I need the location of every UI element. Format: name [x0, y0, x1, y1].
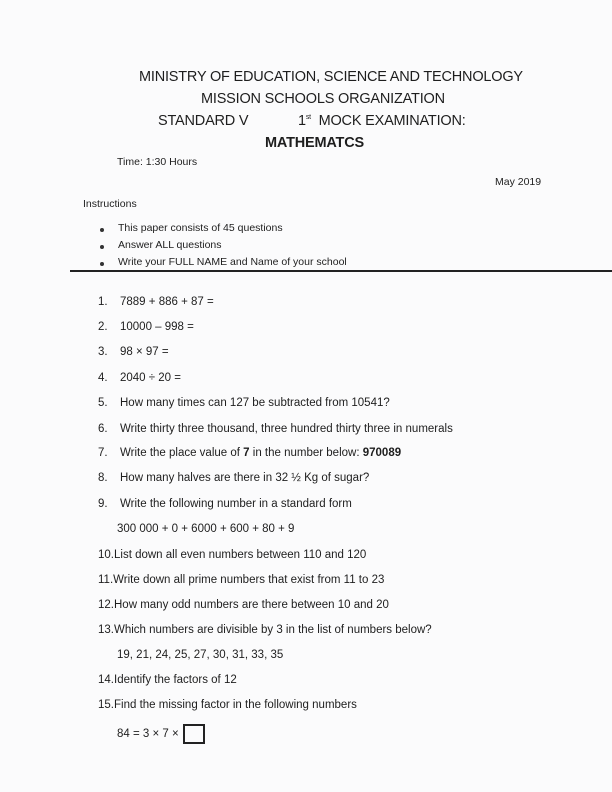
question-5: 5. How many times can 127 be subtracted from 10541?: [98, 397, 390, 409]
question-10: 10.List down all even numbers between 110 and 120: [98, 549, 367, 561]
question-4: 4. 2040 ÷ 20 =: [98, 372, 181, 384]
exam-date: May 2019: [495, 176, 542, 188]
bullet-icon: [100, 228, 104, 232]
instruction-item: Write your FULL NAME and Name of your school: [118, 256, 347, 268]
exam-ordinal-sup: st: [305, 114, 311, 122]
question-8: 8. How many halves are there in 32 ½ Kg of sugar?: [98, 472, 370, 484]
divider: [70, 270, 612, 272]
exam-title: MOCK EXAMINATION:: [318, 113, 466, 129]
question-15: 15.Find the missing factor in the following numbers: [98, 699, 357, 711]
exam-time: Time: 1:30 Hours: [117, 156, 198, 168]
question-11: 11.Write down all prime numbers that exist from 11 to 23: [98, 574, 385, 586]
question-7: 7. Write the place value of 7 in the number below: 970089: [98, 447, 402, 459]
question-9: 9. Write the following number in a standard form: [98, 498, 352, 510]
header-ministry: MINISTRY OF EDUCATION, SCIENCE AND TECHNOLOGY: [139, 69, 523, 85]
subject-title: MATHEMATCS: [265, 135, 364, 151]
instruction-item: Answer ALL questions: [118, 239, 222, 251]
bullet-icon: [100, 262, 104, 266]
header-standard: STANDARD V: [158, 113, 249, 129]
question-12: 12.How many odd numbers are there between 10 and 20: [98, 599, 389, 611]
instruction-item: This paper consists of 45 questions: [118, 222, 283, 234]
bullet-icon: [100, 245, 104, 249]
exam-ordinal: 1: [298, 113, 306, 129]
answer-box[interactable]: [183, 724, 205, 744]
question-9-expression: 300 000 + 0 + 6000 + 600 + 80 + 9: [117, 523, 295, 535]
question-1: 1. 7889 + 886 + 87 =: [98, 296, 214, 308]
header-organization: MISSION SCHOOLS ORGANIZATION: [201, 91, 445, 107]
question-14: 14.Identify the factors of 12: [98, 674, 237, 686]
instructions-title: Instructions: [83, 198, 137, 210]
question-13: 13.Which numbers are divisible by 3 in the list of numbers below?: [98, 624, 432, 636]
question-13-list: 19, 21, 24, 25, 27, 30, 31, 33, 35: [117, 649, 284, 661]
question-15-expression: 84 = 3 × 7 ×: [117, 724, 205, 744]
question-2: 2. 10000 – 998 =: [98, 321, 194, 333]
question-6: 6. Write thirty three thousand, three hundred thirty three in numerals: [98, 423, 453, 435]
question-3: 3. 98 × 97 =: [98, 346, 169, 358]
header-exam: [298, 113, 466, 129]
